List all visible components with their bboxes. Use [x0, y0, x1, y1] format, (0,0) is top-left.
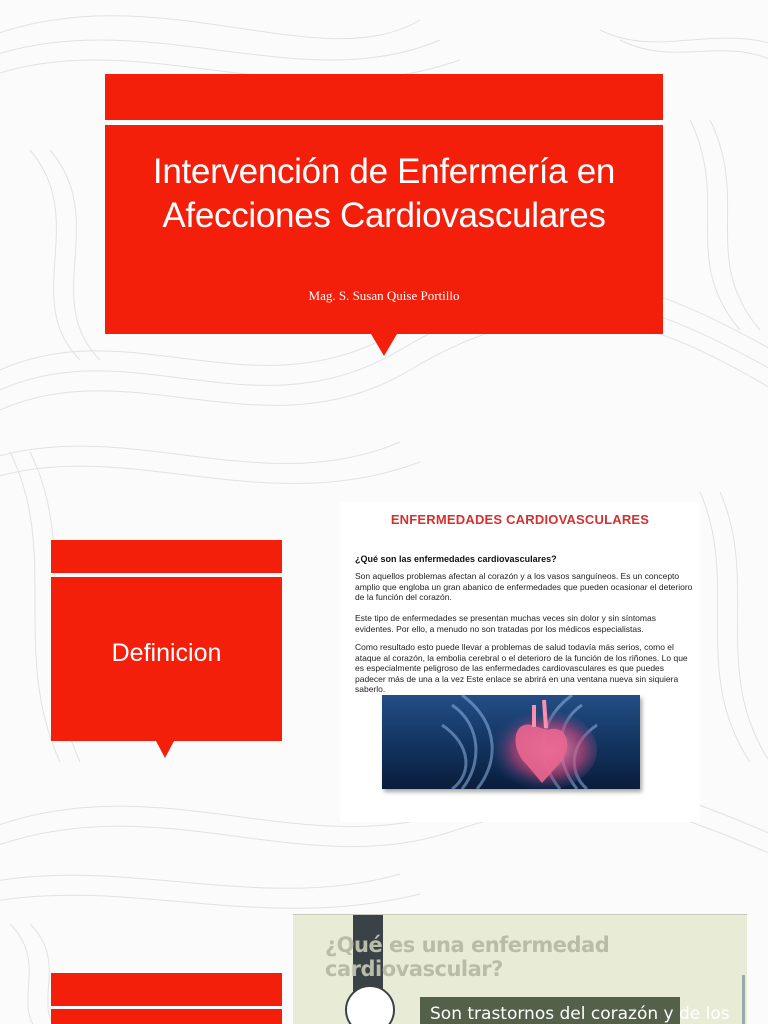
title-line-1: Intervención de Enfermería en	[152, 152, 616, 191]
panel-pointer	[156, 741, 174, 758]
infographic-circle	[345, 985, 395, 1024]
heart-illustration-drawing	[382, 695, 640, 789]
infographic-image	[293, 914, 747, 1024]
document-excerpt	[340, 502, 700, 822]
presentation-title	[105, 150, 663, 238]
document-paragraph: Son aquellos problemas afectan al corazón y a los vasos sanguíneos. Es un concepto amplio que engloba un gran abanico de enfermedades que pueden ocasionar el deterioro de la función del corazón.	[355, 571, 693, 602]
scrollbar[interactable]	[742, 975, 745, 1024]
slide-title: Definicion	[111, 639, 222, 667]
document-question: ¿Qué son las enfermedades cardiovasculares?	[355, 554, 557, 564]
document-paragraph: Este tipo de enfermedades se presentan muchas veces sin dolor y sin síntomas evidentes. Por ello, a menudo no son tratadas por los médicos especialistas.	[355, 613, 656, 634]
question-slide	[0, 864, 768, 1024]
header-bar	[51, 973, 282, 1006]
title-line-2: Afecciones Cardiovasculares	[162, 196, 606, 235]
content-panel	[51, 1009, 282, 1024]
definition-slide	[0, 432, 768, 864]
title-slide	[0, 0, 768, 432]
header-bar	[51, 540, 282, 573]
author-name: Mag. S. Susan Quise Portillo	[308, 288, 460, 303]
panel-pointer	[371, 334, 397, 356]
infographic-title: ¿Qué es una enfermedad cardiovascular?	[325, 933, 610, 981]
heart-illustration	[382, 695, 640, 789]
document-heading: ENFERMEDADES CARDIOVASCULARES	[390, 512, 650, 527]
header-bar	[105, 74, 663, 120]
document-paragraph: Como resultado esto puede llevar a problemas de salud todavía más serios, como el ataque al corazón, la embolia cerebral o el deterioro de la función de los riñones. Lo que es especialmente peligroso de las enfermedades cardiovasculares es que puedes padecer más de una a la vez Este enlace se abrirá en una ventana nueva sin siquiera saberlo.	[355, 642, 688, 694]
infographic-label: Son trastornos del corazón y de los	[430, 1004, 730, 1024]
